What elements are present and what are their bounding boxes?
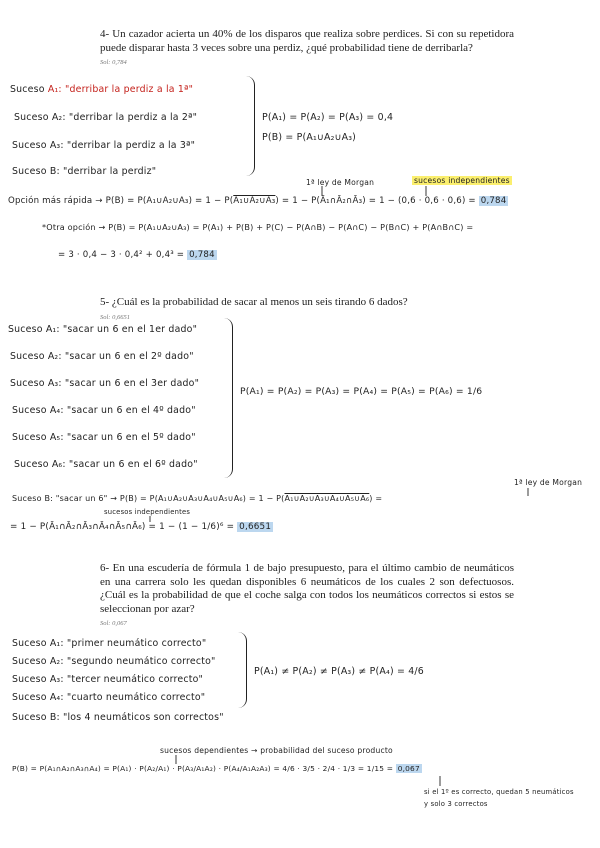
p4-other-option: *Otra opción → P(B) = P(A₁∪A₂∪A₃) = P(A₁) + P(B) + P(C) − P(A∩B) − P(A∩C) − P(B∩C) + P(A∩B∩C) = (42, 222, 474, 232)
p5-event-a1: Suceso A₁: "sacar un 6 en el 1er dado" (8, 324, 198, 335)
p4-event-a1-label: Suceso (10, 84, 48, 95)
p5-line-2-prefix: = 1 − P(Ā₁∩Ā₂∩Ā₃∩Ā₄∩Ā₅∩Ā₆) = 1 − (1 − 1/6)⁶ = (10, 522, 238, 532)
p4-event-b: Suceso B: "derribar la perdiz" (12, 166, 157, 177)
p5-event-a3: Suceso A₃: "sacar un 6 en el 3er dado" (10, 378, 200, 389)
p5-equation: P(A₁) = P(A₂) = P(A₃) = P(A₄) = P(A₅) = P(A₆) = 1/6 (240, 386, 483, 397)
p4-equation-2: P(B) = P(A₁∪A₂∪A₃) (262, 132, 357, 143)
problem-4-number: 4- (100, 28, 110, 40)
p5-line-b-over: A₁∪A₂∪A₃∪A₄∪A₅∪A₆ (284, 494, 370, 503)
p6-equation: P(A₁) ≠ P(A₂) ≠ P(A₃) ≠ P(A₄) = 4/6 (254, 666, 424, 677)
p4-event-a3: Suceso A₃: "derribar la perdiz a la 3ª" (12, 140, 196, 151)
p6-event-a3: Suceso A₃: "tercer neumático correcto" (12, 674, 204, 685)
p4-event-a2: Suceso A₂: "derribar la perdiz a la 2ª" (14, 112, 198, 123)
p4-fast-over: A₁∪A₂∪A₃ (233, 196, 276, 206)
p6-note-bottom-2: y solo 3 correctos (424, 800, 488, 808)
p4-fast-option (8, 196, 508, 206)
problem-6-number: 6- (100, 562, 110, 574)
problem-5-text: ¿Cuál es la probabilidad de sacar al menos un seis tirando 6 dados? (111, 296, 408, 308)
problem-6-solution: Sol: 0,067 (100, 620, 127, 627)
p4-note-morgan: 1ª ley de Morgan (306, 178, 375, 187)
p4-note-indep (412, 176, 512, 185)
p5-line-b-end: ) = (369, 494, 383, 503)
p4-event-a1 (10, 84, 193, 95)
p6-final-line (12, 764, 422, 773)
p4-brace (246, 76, 255, 176)
p5-event-a2: Suceso A₂: "sacar un 6 en el 2º dado" (10, 351, 194, 362)
p4-other-result: 0,784 (189, 250, 215, 260)
p4-other-prefix: = 3 · 0,4 − 3 · 0,4² + 0,4³ = (58, 250, 188, 260)
p5-event-a6: Suceso A₆: "sacar un 6 en el 6º dado" (14, 459, 198, 470)
p6-event-a4: Suceso A₄: "cuarto neumático correcto" (12, 692, 206, 703)
p4-note-indep-text: sucesos independientes (414, 176, 510, 185)
p4-other-line-2 (58, 250, 217, 260)
problem-5-solution: Sol: 0,6651 (100, 313, 130, 321)
p5-brace (224, 318, 233, 478)
problem-5-number: 5- (100, 296, 110, 308)
p4-equation-1: P(A₁) = P(A₂) = P(A₃) = 0,4 (262, 112, 394, 123)
p4-fast-prefix: Opción más rápida → P(B) = P(A₁∪A₂∪A₃) = 1 − P( (8, 196, 234, 206)
problem-6-text: En una escudería de fórmula 1 de bajo presupuesto, para el último cambio de neumáticos en una carrera solo les quedan disponibles 6 neumáticos de los cuales 2 son defectuosos. ¿Cuál es la probabilidad de que el coche salga con todos los neumáticos correctos si estos se seleccionan por azar? (100, 562, 514, 615)
problem-4-solution: Sol: 0,784 (100, 59, 127, 66)
problem-4-text: Un cazador acierta un 40% de los disparos que realiza sobre perdices. Si con su repetidora puede disparar hasta 3 veces sobre una perdiz, ¿qué probabilidad tiene de derribarla? (100, 28, 514, 54)
p6-event-b: Suceso B: "los 4 neumáticos son correctos" (12, 712, 224, 723)
p5-result: 0,6651 (239, 522, 272, 532)
p6-note-dependent: sucesos dependientes → probabilidad del suceso producto (160, 746, 393, 755)
p5-note-indep: sucesos independientes (104, 508, 191, 516)
problem-4-statement (100, 28, 514, 70)
p4-event-a1-name: A₁: "derribar la perdiz a la 1ª" (47, 84, 194, 95)
p6-note-bottom-1: si el 1º es correcto, quedan 5 neumáticos (424, 788, 574, 796)
p5-line-b (12, 494, 382, 503)
p5-note-morgan: 1ª ley de Morgan (514, 478, 583, 487)
p4-fast-mid: ) = 1 − P(Ā₁∩Ā₂∩Ā₃) = 1 − (0,6 · 0,6 · 0,6) = (275, 196, 479, 206)
p5-event-a4: Suceso A₄: "sacar un 6 en el 4º dado" (12, 405, 196, 416)
p6-result: 0,067 (397, 764, 420, 773)
p4-fast-result: 0,784 (480, 196, 507, 206)
p6-event-a1: Suceso A₁: "primer neumático correcto" (12, 638, 207, 649)
problem-5-statement (100, 296, 514, 324)
p5-event-a5: Suceso A₅: "sacar un 6 en el 5º dado" (12, 432, 196, 443)
p6-final-prefix: P(B) = P(A₁∩A₂∩A₃∩A₄) = P(A₁) · P(A₂/A₁) · P(A₃/A₁A₂) · P(A₄/A₁A₂A₃) = 4/6 · 3/5 · 2/4 · 1/3 = 1/15 = (12, 764, 396, 773)
p6-event-a2: Suceso A₂: "segundo neumático correcto" (12, 656, 216, 667)
p5-line-2 (10, 522, 273, 532)
p5-line-b-prefix: Suceso B: "sacar un 6" → P(B) = P(A₁∪A₂∪A₃∪A₄∪A₅∪A₆) = 1 − P( (12, 494, 285, 503)
p6-brace (238, 632, 247, 708)
problem-6-statement (100, 562, 514, 631)
